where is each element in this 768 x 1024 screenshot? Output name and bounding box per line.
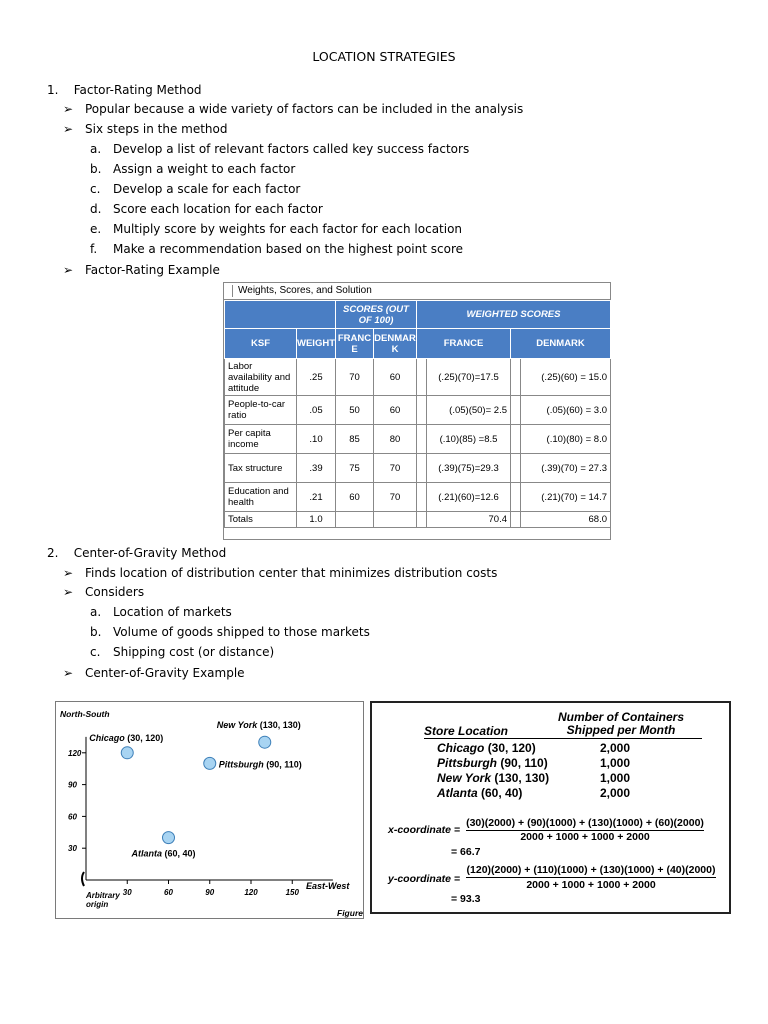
x-tick-label: 120 <box>244 888 258 897</box>
point-name: New York <box>216 720 260 731</box>
y-axis-label: North-South <box>60 709 110 719</box>
origin-brace <box>82 872 84 886</box>
y-fraction-line <box>466 877 716 878</box>
arrow-bullet-icon: ➢ <box>63 102 74 116</box>
x-result: = 66.7 <box>451 846 481 858</box>
arrow-bullet-icon: ➢ <box>63 585 74 599</box>
figure-label: Figure <box>337 908 363 918</box>
header-weight: WEIGHT <box>297 329 336 359</box>
section2-bullet-3: ➢ Center-of-Gravity Example <box>63 666 245 680</box>
point-coords: (130, 130) <box>259 720 301 731</box>
store-location-header: Store Location <box>424 724 509 738</box>
y-tick-label: 120 <box>68 748 82 758</box>
scatter-plot <box>56 702 363 918</box>
list-item: e. Multiply score by weights for each factor for each location <box>90 222 463 236</box>
table-row: Tax structure .39 75 70 (.39)(75)=29.3 (.39)(70) = 27.3 <box>225 454 611 483</box>
chart-ticks <box>68 749 299 897</box>
y-denominator: 2000 + 1000 + 1000 + 2000 <box>526 879 656 891</box>
point-new-york <box>259 736 271 748</box>
factor-rating-table <box>223 282 611 540</box>
section1-bullet-1: ➢ Popular because a wide variety of factors can be included in the analysis <box>63 102 524 116</box>
header-weighted: WEIGHTED SCORES <box>417 301 611 329</box>
point-label <box>217 720 301 730</box>
point-label <box>219 759 302 769</box>
table-row: People-to-car ratio .05 50 60 (.05)(50)= 2.5 (.05)(60) = 3.0 <box>225 396 611 425</box>
point-atlanta <box>163 832 175 844</box>
header-weighted-denmark: DENMARK <box>511 329 611 359</box>
point-coords: (30, 120) <box>127 732 164 743</box>
header-scores: SCORES (OUT OF 100) <box>336 301 417 329</box>
list-item: a. Location of markets <box>90 605 232 619</box>
arrow-bullet-icon: ➢ <box>63 122 74 136</box>
section2-title: Center-of-Gravity Method <box>73 546 227 560</box>
center-of-gravity-chart <box>55 701 364 919</box>
y-coordinate-label: y-coordinate = <box>388 873 461 885</box>
section1-bullet-3: ➢ Factor-Rating Example <box>63 263 220 277</box>
point-coords: (90, 110) <box>266 759 302 770</box>
containers-header: Number of Containers Shipped per Month <box>557 710 684 737</box>
list-item: b. Volume of goods shipped to those markets <box>90 625 370 639</box>
section2-heading <box>47 546 226 560</box>
list-item: d. Score each location for each factor <box>90 202 323 216</box>
list-item: c. Shipping cost (or distance) <box>90 645 275 659</box>
x-axis-label: East-West <box>306 881 350 891</box>
header-france: FRANCE <box>336 329 374 359</box>
point-chicago <box>121 747 133 759</box>
y-numerator: (120)(2000) + (110)(1000) + (130)(1000) + (40)(2000) <box>466 864 716 876</box>
step-list <box>90 142 469 262</box>
table-row: Labor availability and attitude .25 70 60 (.25)(70)=17.5 (.25)(60) = 15.0 <box>225 359 611 396</box>
list-item: b. Assign a weight to each factor <box>90 162 296 176</box>
list-item: a. Develop a list of relevant factors called key success factors <box>90 142 470 156</box>
point-label <box>131 849 196 859</box>
chart-points <box>89 720 302 858</box>
header-ksf: KSF <box>225 329 297 359</box>
list-item: f. Make a recommendation based on the highest point score <box>90 242 464 256</box>
x-denominator: 2000 + 1000 + 1000 + 2000 <box>520 831 650 843</box>
header-blank <box>225 301 336 329</box>
container-counts: 2,000 1,000 1,000 2,000 <box>600 741 631 800</box>
y-tick-label: 90 <box>68 780 77 790</box>
arrow-bullet-icon: ➢ <box>63 566 74 580</box>
list-item: Pittsburgh (90, 110) <box>437 756 548 770</box>
store-list <box>437 741 549 801</box>
point-pittsburgh <box>204 757 216 769</box>
point-name: Chicago <box>89 732 128 743</box>
section1-heading <box>47 83 202 97</box>
section2-bullet-2: ➢ Considers <box>63 585 145 599</box>
x-numerator: (30)(2000) + (90)(1000) + (130)(1000) + (60)(2000) <box>466 817 704 829</box>
section1-bullet-2: ➢ Six steps in the method <box>63 122 228 136</box>
x-tick-label: 30 <box>122 888 132 897</box>
point-name: Atlanta <box>131 848 165 859</box>
page-title: LOCATION STRATEGIES <box>312 49 456 64</box>
section2-number: 2. <box>47 546 59 560</box>
list-item: New York (130, 130) <box>437 771 550 785</box>
table-row: Per capita income .10 85 80 (.10)(85) =8.5 (.10)(80) = 8.0 <box>225 425 611 454</box>
center-of-gravity-calculation <box>370 701 731 914</box>
section1-number: 1. <box>47 83 59 97</box>
arrow-bullet-icon: ➢ <box>63 666 74 680</box>
table-row: Education and health .21 60 70 (.21)(60)=12.6 (.21)(70) = 14.7 <box>225 483 611 512</box>
header-weighted-france: FRANCE <box>417 329 511 359</box>
totals-row: Totals 1.0 70.4 68.0 <box>225 512 611 528</box>
x-tick-label: 60 <box>164 888 173 897</box>
point-coords: (60, 40) <box>164 848 196 859</box>
y-tick-label: 30 <box>68 844 77 854</box>
origin-label-line-2: origin <box>86 900 109 909</box>
list-item: Chicago (30, 120) <box>437 741 536 755</box>
point-name: Pittsburgh <box>218 759 267 770</box>
table-caption: Weights, Scores, and Solution <box>224 283 610 300</box>
x-coordinate-label: x-coordinate = <box>388 824 461 836</box>
point-label <box>89 733 163 743</box>
list-item: Atlanta (60, 40) <box>437 786 523 800</box>
y-tick-label: 60 <box>68 812 77 822</box>
list-item: c. Develop a scale for each factor <box>90 182 301 196</box>
header-divider <box>424 738 702 739</box>
origin-label-line-1: Arbitrary <box>86 891 120 900</box>
section2-bullet-1: ➢ Finds location of distribution center that minimizes distribution costs <box>63 566 498 580</box>
y-result: = 93.3 <box>451 893 481 905</box>
section1-title: Factor-Rating Method <box>73 83 202 97</box>
weights-scores-table <box>224 300 611 528</box>
header-denmark: DENMARK <box>374 329 417 359</box>
arrow-bullet-icon: ➢ <box>63 263 74 277</box>
considers-list <box>90 605 370 665</box>
origin-label <box>85 891 122 909</box>
x-tick-label: 150 <box>285 888 299 897</box>
x-tick-label: 90 <box>205 888 215 897</box>
